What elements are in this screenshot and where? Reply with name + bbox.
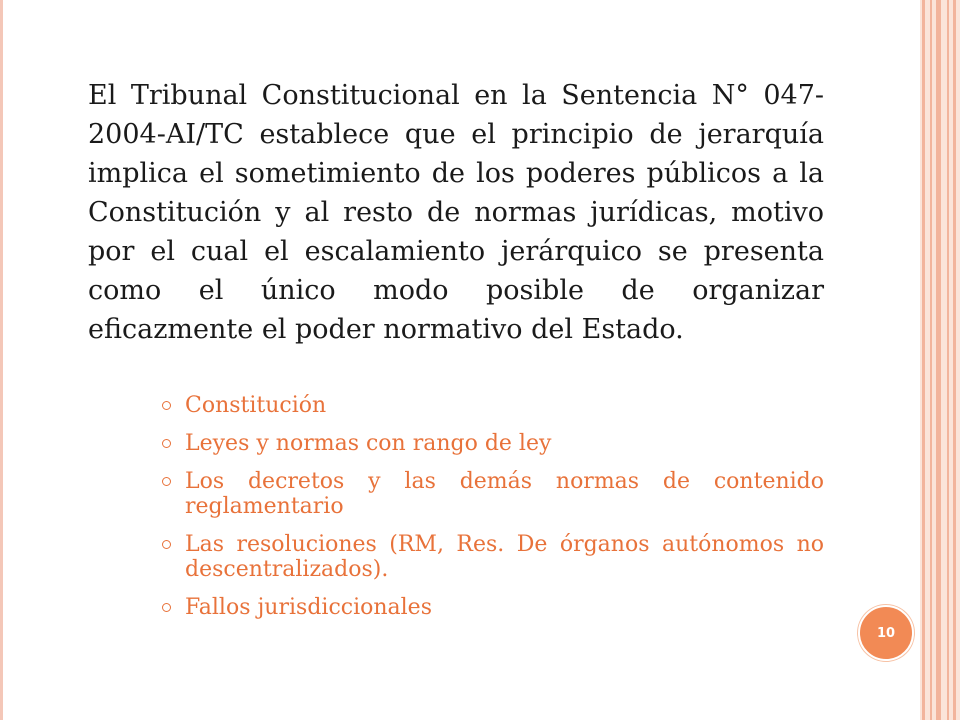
list-item <box>162 595 824 620</box>
left-border-decoration <box>0 0 3 720</box>
list-item-text: Fallos jurisdiccionales <box>185 595 432 620</box>
list-item-text: Leyes y normas con rango de ley <box>185 431 552 456</box>
decor-stripe <box>936 0 941 720</box>
list-item <box>162 469 824 519</box>
hollow-circle-bullet-icon <box>162 401 171 410</box>
page-number-badge: 10 <box>858 605 914 661</box>
decor-stripe <box>947 0 949 720</box>
decor-stripe <box>953 0 956 720</box>
hollow-circle-bullet-icon <box>162 540 171 549</box>
hollow-circle-bullet-icon <box>162 477 171 486</box>
list-item <box>162 532 824 582</box>
list-item-text: Las resoluciones (RM, Res. De órganos autónomos no descentralizados). <box>185 532 824 582</box>
list-item-text: Constitución <box>185 393 327 418</box>
hollow-circle-bullet-icon <box>162 439 171 448</box>
list-item <box>162 431 824 456</box>
hierarchy-list <box>162 393 824 633</box>
decor-stripe <box>922 0 925 720</box>
list-item-text: Los decretos y las demás normas de contenido reglamentario <box>185 469 824 519</box>
list-item <box>162 393 824 418</box>
decor-stripe <box>930 0 932 720</box>
right-stripe-decoration <box>920 0 960 720</box>
hollow-circle-bullet-icon <box>162 603 171 612</box>
main-paragraph: El Tribunal Constitucional en la Sentencia N° 047-2004-AI/TC establece que el principio de jerarquía implica el sometimiento de los poderes públicos a la Constitución y al resto de normas jurídicas, motivo por el cual el escalamiento jerárquico se presenta como el único modo posible de organizar eficazmente el poder normativo del Estado. <box>88 80 824 345</box>
